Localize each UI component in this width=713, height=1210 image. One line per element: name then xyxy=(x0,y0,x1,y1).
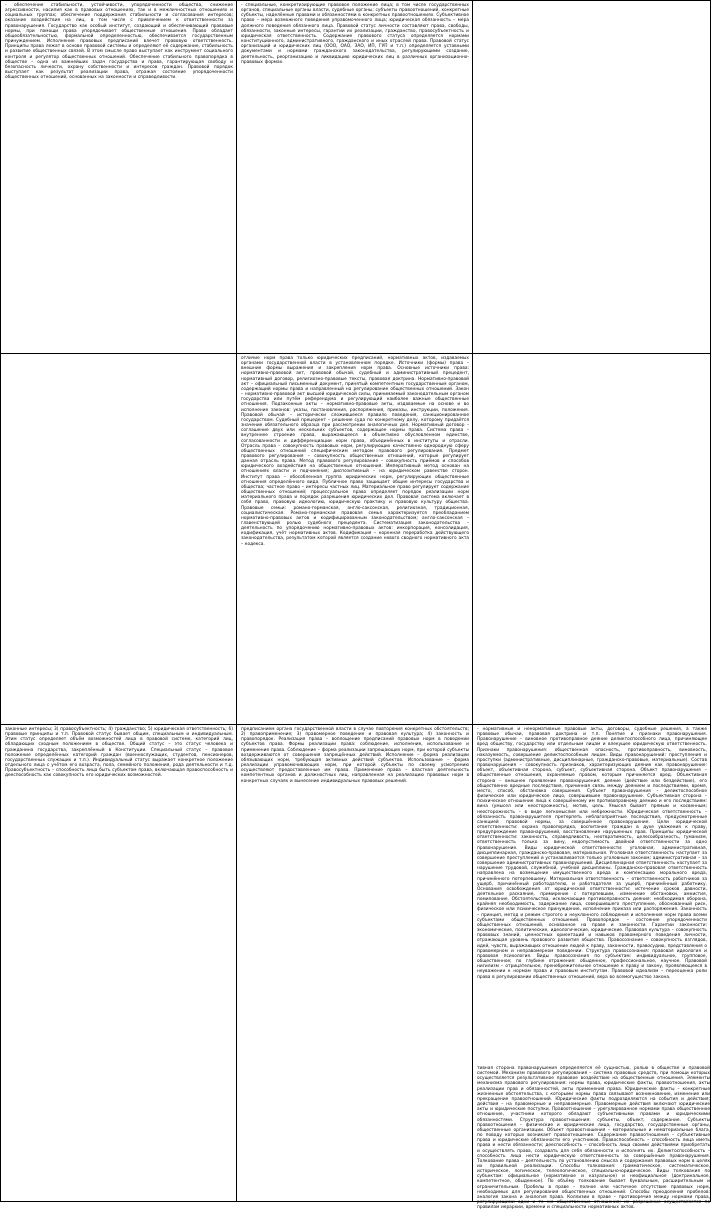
table-cell xyxy=(237,725,473,1202)
table-cell xyxy=(473,1,711,354)
cell-text: предписанием органа государственной власти в случае повторения конкретных обстоятельств; 2) правоприменение; 3) правомерное поведение и правовая культура; 4) законность и правопорядок. Реализация права – воплощение предписаний правовых норм в поведении субъектов права. Формы реализации права: соблюдение, исполнение, использование и применение права. Соблюдение – форма реализации запрещающих норм, при которой субъекты воздерживаются от совершения запрещённых действий. Исполнение – форма реализации обязывающих норм, требующая активных действий субъектов. Использование – форма реализации управомочивающих норм, при которой субъекты по своему усмотрению осуществляют предоставленные им права. Применение права – властная деятельность компетентных органов и должностных лиц, направленная на реализацию правовых норм в конкретных случаях и вынесение индивидуальных правовых решений. xyxy=(241,727,469,784)
overflow-text: тивная сторона правонарушения определяется её сущностью, ролью в обществе и правовой системой. Механизм правового регулирования – система правовых средств, при помощи которых осуществляется результативное правовое воздействие на общественные отношения. Элементы механизма правового регулирования: нормы права, юридические факты, правоотношения, акты реализации прав и обязанностей, акты применения права. Юридические факты – конкретные жизненные обстоятельства, с которыми нормы права связывают возникновение, изменение или прекращение правоотношений. Юридические факты подразделяются на события и действия; действия – на правомерные и неправомерные. Правомерные действия включают юридические акты и юридические поступки. Правоотношение – урегулированное нормами права общественное отношение, участники которого обладают субъективными правами и юридическими обязанностями. Структура правоотношения: субъекты, объект, содержание. Субъекты правоотношения – физические и юридические лица, государство, государственные органы, общественные организации. Объект правоотношения – материальные и нематериальные блага, по поводу которых возникает правоотношение. Содержание правоотношения – субъективные права и юридические обязанности его участников. Правоспособность – способность лица иметь права и нести обязанности; дееспособность – способность лица своими действиями приобретать и осуществлять права, создавать для себя обязанности и исполнять их. Деликтоспособность – способность лица нести юридическую ответственность за совершённые правонарушения. Толкование права – деятельность по установлению смысла и содержания правовых норм в целях их правильной реализации. Способы толкования: грамматическое, систематическое, историческое, логическое, телеологическое, специально-юридическое. Виды толкования по субъектам: официальное (нормативное и казуальное) и неофициальное (доктринальное, компетентное, обыденное). По объёму толкование бывает буквальным, расширительным и ограничительным. Пробелы в праве – полное или частичное отсутствие правовых норм, необходимых для регулирования общественных отношений. Способы преодоления пробелов: аналогия закона и аналогия права. Коллизии в праве – противоречия между нормами права, регулирующими одни и те же общественные отношения; их разрешение осуществляется по правилам иерархии, времени и специальности нормативных актов. xyxy=(477,1066,710,1210)
cell-text xyxy=(477,356,707,718)
table-cell xyxy=(237,1,473,354)
table-row xyxy=(1,354,711,725)
table-cell xyxy=(1,1,237,354)
cell-text: законные интересы; 3) правосубъектность; 4) гражданство; 5) юридическая ответственность; 6) правовые принципы и т.п. Правовой статус бывает общим, специальным и индивидуальным. Этим статус определяет объём возможностей лица в правовой системе, категорий лиц, обладающих сходным положением в обществе. Общий статус – это статус человека и гражданина государства, закреплённый в Конституции. Специальный статус – правовое положение определённых категорий граждан (военнослужащих, студентов, пенсионеров, государственных служащих и т.п.). Индивидуальный статус выражает конкретное положение отдельного лица с учётом его возраста, пола, семейного положения, рода деятельности и т.д. Правосубъектность – способность лица быть субъектом права, включающая правоспособность и дееспособность как совокупность его юридических возможностей. xyxy=(5,727,233,779)
cell-text xyxy=(5,356,233,718)
cell-text: - специальные, конкретизирующие правовое положение лица; в том числе государственных органов, специальные органы власти, судебные органы; субъекты правоотношений, конкретные субъекты, наделённые правами и обязанностями в конкретных правоотношениях. Субъективное право – мера возможного поведения управомоченного лица; юридическая обязанность – мера должного поведения обязанного лица. Правовой статус личности составляют права, свободы, обязанности, законные интересы, гарантии их реализации, гражданство, правосубъектность и юридическая ответственность. Содержание правового статуса определяется нормами конституционного, административного, гражданского и иных отраслей права. Правовой статус организаций и юридических лиц (ООО, ОАО, ЗАО, ИП, ГУП и т.п.) определяется уставными документами и нормами гражданского законодательства, регулирующими создание, деятельность, реорганизацию и ликвидацию юридических лиц в различных организационно-правовых формах. xyxy=(241,3,469,65)
table-cell xyxy=(1,354,237,725)
table-row xyxy=(1,1,711,354)
cell-text xyxy=(477,3,707,347)
table-cell xyxy=(473,354,711,725)
table-cell xyxy=(237,354,473,725)
overflow-text-block xyxy=(473,1064,713,1210)
cell-text: - нормативные и ненормативные правовые акты, договоры, судебные решения, а также правовые обычаи, правовая доктрина и т.п. Понятие и признаки правонарушения. Правонарушение – виновное противоправное деяние деликтоспособного лица, причиняющее вред обществу, государству или отдельным лицам и влекущее юридическую ответственность. Признаки правонарушения: общественная опасность, противоправность, виновность, наказуемость, совершение деликтоспособным лицом. Виды правонарушений: преступления и проступки (административные, дисциплинарные, гражданско-правовые, материальные). Состав правонарушения – совокупность признаков, характеризующих деяние как правонарушение: объект, объективная сторона, субъект, субъективная сторона. Объект правонарушения – общественные отношения, охраняемые правом, которым причиняется вред. Объективная сторона – внешнее проявление правонарушения: деяние (действие или бездействие), его общественно вредные последствия, причинная связь между деянием и последствиями, время, место, способ, обстановка совершения. Субъект правонарушения – деликтоспособное физическое или юридическое лицо, совершившее правонарушение. Субъективная сторона – психическое отношение лица к совершённому им противоправному деянию и его последствиям: вина (умысел или неосторожность), мотив, цель. Умысел бывает прямым и косвенным; неосторожность – в виде легкомыслия или небрежности. Юридическая ответственность – обязанность правонарушителя претерпеть неблагоприятные последствия, предусмотренные санкцией правовой нормы, за совершённое правонарушение. Цели юридической ответственности: охрана правопорядка, воспитание граждан в духе уважения к праву, предупреждение правонарушений, восстановление нарушенных прав. Принципы юридической ответственности: законность, справедливость, неотвратимость, целесообразность, гуманизм, ответственность только за вину, недопустимость двойной ответственности за одно правонарушение. Виды юридической ответственности: уголовная, административная, дисциплинарная, гражданско-правовая, материальная. Уголовная ответственность наступает за совершение преступлений и устанавливается только уголовным законом; административная – за совершение административных правонарушений. Дисциплинарная ответственность наступает за нарушение трудовой, служебной, учебной дисциплины. Гражданско-правовая ответственность направлена на возмещение имущественного вреда и компенсацию морального вреда, причинённого потерпевшему. Материальная ответственность – ответственность работников за ущерб, причинённый работодателю, и работодателя за ущерб, причинённый работнику. Основания освобождения от юридической ответственности: истечение сроков давности, деятельное раскаяние, примирение с потерпевшим, изменение обстановки, амнистия, помилование. Обстоятельства, исключающие противоправность деяния: необходимая оборона, крайняя необходимость, задержание лица, совершившего преступление, обоснованный риск, физическое или психическое принуждение, исполнение приказа или распоряжения. Законность – принцип, метод и режим строгого и неуклонного соблюдения и исполнения норм права всеми субъектами общественных отношений. Правопорядок – состояние упорядоченности общественных отношений, основанное на праве и законности. Гарантии законности: экономические, политические, идеологические, юридические. Правовая культура – совокупность правовых знаний, ценностных ориентаций и навыков правомерного поведения личности, отражающая уровень правового развития общества. Правосознание – совокупность взглядов, идей, чувств, выражающих отношение людей к праву, законности, правосудию, представления о правомерном и неправомерном поведении. Структура правосознания: правовая идеология и правовая психология. Виды правосознания по субъектам: индивидуальное, групповое, общественное; по глубине отражения: обыденное, профессиональное, научное. Правовой нигилизм – отрицательное, пренебрежительное отношение к праву и закону, проявляющееся в неуважении к нормам права и правовым институтам. Правовой идеализм – переоценка роли права в регулировании общественных отношений, вера во всемогущество закона. xyxy=(477,727,707,980)
table-cell xyxy=(1,725,237,1202)
cell-text: - обеспечение стабильности, устойчивости, упорядоченности общества, снижение агрессивности, насилия как в правовых отношениях, так и в межличностных отношениях и социальных группах; обеспечение поддержания стабильности и согласования интересов; оказание воздействия на лиц, в том числе с привлечением к ответственности за правонарушения. Государство как особый институт, создающий и обеспечивающий правовые нормы, при помощи права упорядочивает общественные отношения. Право обладает общеобязательностью, формальной определенностью, обеспечивается государственным принуждением. Исполнение правовых предписаний влечет правовую ответственность. Принципы права лежат в основе правовой системы и определяют её содержание, стабильность и развитие общественных связей. В этом смысле право выступает как инструмент социального контроля и регулятор общественных отношений. Обеспечение стабильного правопорядка в обществе – одна из важнейших задач государства и права, гарантирующая свободу и безопасность личности, охрану собственности и интересов граждан. Правовой порядок выступает как результат реализации права, отражая состояние упорядоченности общественных отношений, основанных на законности и справедливости. xyxy=(5,3,233,81)
cell-text: отличие норм права только юридических предписаний, нормативных актов, издаваемых органами государственной власти в установленном порядке. Источники (формы) права – внешние формы выражения и закрепления норм права. Основные источники права: нормативно-правовой акт, правовой обычай, судебный и административный прецедент, нормативный договор, религиозно-правовые тексты, правовая доктрина. Нормативно-правовой акт – официальный письменный документ, принятый компетентным государственным органом, содержащий нормы права и направленный на регулирование общественных отношений. Закон – нормативно-правовой акт высшей юридической силы, принимаемый законодательным органом государства или путём референдума и регулирующий наиболее важные общественные отношения. Подзаконные акты – нормативно-правовые акты, издаваемые на основе и во исполнение законов: указы, постановления, распоряжения, приказы, инструкции, положения. Правовой обычай – исторически сложившееся правило поведения, санкционированное государством. Судебный прецедент – решение суда по конкретному делу, которому придаётся значение обязательного образца при рассмотрении аналогичных дел. Нормативный договор – соглашение двух или нескольких субъектов, содержащее нормы права. Система права – внутреннее строение права, выражающееся в объективно обусловленном единстве, согласованности и дифференциации норм права, объединённых в институты и отрасли. Отрасль права – совокупность правовых норм, регулирующих качественно однородную сферу общественных отношений специфическим методом правового регулирования. Предмет правового регулирования – совокупность общественных отношений, которые регулирует данная отрасль права. Метод правового регулирования – совокупность приёмов и способов юридического воздействия на общественные отношения. Императивный метод основан на отношениях власти и подчинения; диспозитивный – на юридическом равенстве сторон. Институт права – обособленная группа юридических норм, регулирующих общественные отношения определённого вида. Публичное право защищает общие интересы государства и общества; частное право – интересы частных лиц. Материальное право регулирует содержание общественных отношений; процессуальное право определяет порядок реализации норм материального права и порядок разрешения юридических дел. Правовая система включает в себя право, правовую идеологию, юридическую практику и правовую культуру общества. Правовые семьи: романо-германская, англо-саксонская, религиозная, традиционная, социалистическая. Романо-германская правовая семья характеризуется преобладанием нормативно-правовых актов и кодифицированным законодательством; англо-саксонская – главенствующей ролью судебного прецедента. Систематизация законодательства – деятельность по упорядочению нормативно-правовых актов: инкорпорация, консолидация, кодификация, учёт нормативных актов. Кодификация – коренная переработка действующего законодательства, результатом которой является создание нового сводного нормативного акта – кодекса. xyxy=(241,356,469,547)
